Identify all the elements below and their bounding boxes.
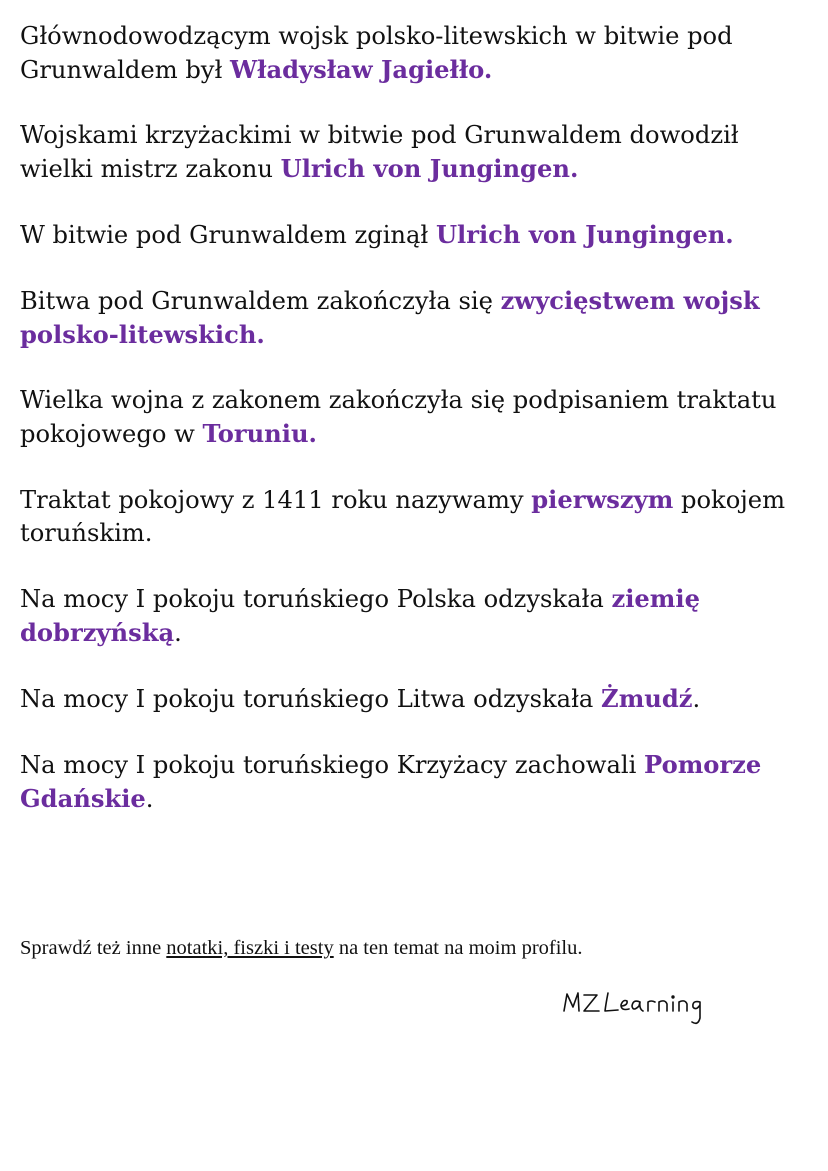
- note-text: Wojskami krzyżackimi w bitwie pod Grunwaldem dowodził wielki mistrz zakonu: [20, 121, 739, 183]
- note-after: .: [145, 785, 154, 813]
- note-text: Traktat pokojowy z 1411 roku nazywamy: [20, 486, 532, 514]
- note-paragraph-3: [20, 218, 810, 252]
- note-after: pokojem toruńskim.: [20, 486, 786, 547]
- note-text: Głównodowodzącym wojsk polsko-litewskich w bitwie pod Grunwaldem był: [20, 22, 733, 84]
- note-text: Na mocy I pokoju toruńskiego Krzyżacy zachowali: [20, 751, 645, 779]
- note-paragraph-7: [20, 582, 810, 650]
- notes-content: [20, 20, 810, 848]
- note-text: Bitwa pod Grunwaldem zakończyła się: [20, 287, 501, 315]
- note-highlight: Ulrich von Jungingen.: [435, 220, 734, 249]
- note-highlight: zwycięstwem wojsk polsko-litewskich.: [20, 286, 760, 349]
- note-highlight: Żmudź: [601, 684, 693, 713]
- note-paragraph-2: [20, 119, 810, 186]
- note-paragraph-4: [20, 284, 810, 352]
- note-text: Wielka wojna z zakonem zakończyła się podpisaniem traktatu pokojowego w: [20, 386, 777, 448]
- note-paragraph-5: [20, 384, 810, 451]
- note-highlight: pierwszym: [531, 485, 674, 514]
- note-highlight: ziemię dobrzyńską: [20, 584, 700, 647]
- footer-text-after: na ten temat na moim profilu.: [333, 937, 583, 959]
- footer-text-before: Sprawdź też inne: [20, 937, 167, 959]
- note-highlight: Pomorze Gdańskie: [20, 750, 762, 813]
- note-text: W bitwie pod Grunwaldem zginął: [20, 221, 436, 249]
- note-highlight: Ulrich von Jungingen.: [280, 154, 579, 183]
- footer-line: [20, 934, 810, 962]
- note-after: .: [174, 619, 182, 647]
- note-text: Na mocy I pokoju toruńskiego Polska odzyskała: [20, 585, 612, 613]
- note-after: .: [692, 685, 701, 713]
- note-text: Na mocy I pokoju toruńskiego Litwa odzyskała: [20, 685, 602, 713]
- note-highlight: Władysław Jagiełło.: [230, 55, 493, 84]
- profile-notes-link[interactable]: notatki, fiszki i testy: [166, 937, 334, 959]
- note-highlight: Toruniu.: [202, 419, 317, 448]
- note-paragraph-8: [20, 682, 810, 716]
- note-paragraph-9: [20, 748, 810, 816]
- signature-logo: [562, 986, 782, 1032]
- note-paragraph-6: [20, 483, 810, 550]
- note-paragraph-1: [20, 20, 810, 87]
